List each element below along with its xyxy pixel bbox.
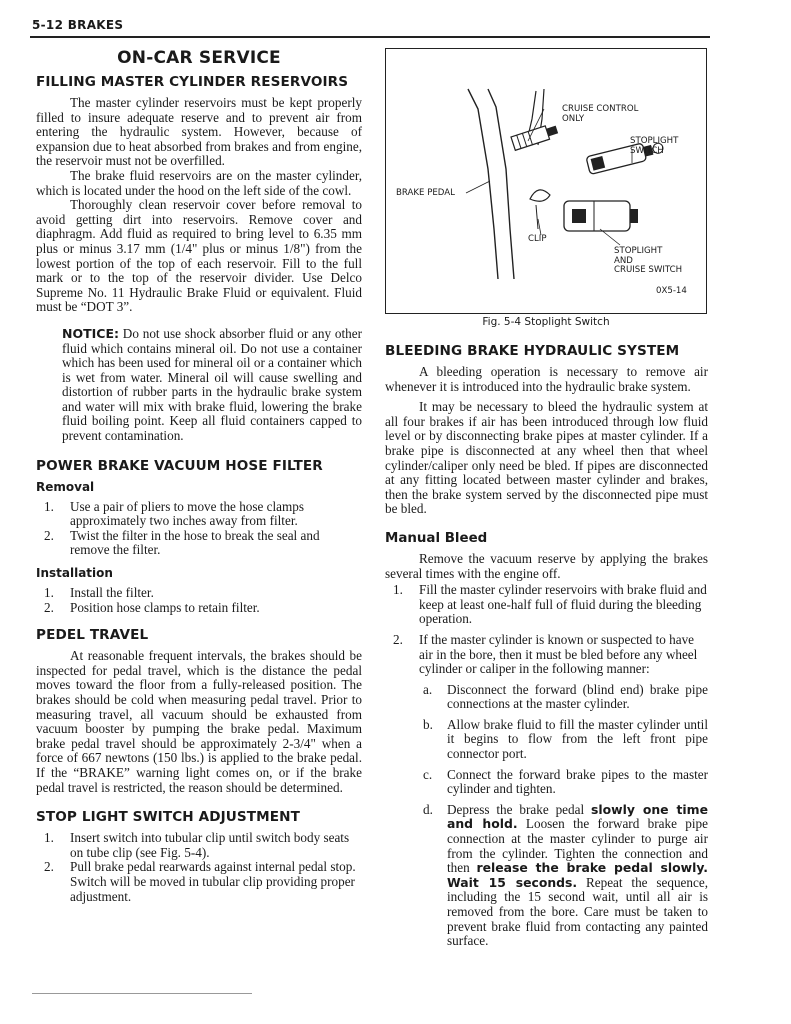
filling-heading: FILLING MASTER CYLINDER RESERVOIRS	[36, 74, 349, 90]
manual-substeps	[385, 683, 708, 949]
left-column	[36, 48, 362, 904]
bleeding-paragraph-1: A bleeding operation is necessary to remove air whenever it is introduced into the hydraulic brake system.	[385, 364, 708, 394]
manual-intro: Remove the vacuum reserve by applying the brakes several times with the engine off.	[385, 550, 708, 581]
header-rule	[30, 36, 710, 38]
list-item: 1. Use a pair of pliers to move the hose clamps approximately two inches away from filter.	[44, 498, 305, 529]
pedal-paragraph: At reasonable frequent intervals, the brakes should be inspected for pedal travel, which is the distance the pedal moves toward the floor from a fully-released position. The brakes should be cold when measuring pedal travel. Prior to measuring travel, all vacuum should be exhausted from vacuum booster by pumping the brake pedal. Maximum brake pedal travel should be approximately 2-3/4" when a force of 667 newtons (150 lbs.) is applied to the brake pedal. If the “BRAKE” warning light comes on, or if the brake pedal travel is restricted, the reason should be determined.	[36, 648, 362, 795]
emphasis-text: release the brake pedal slowly. Wait 15 seconds.	[447, 860, 708, 890]
label-stoplight-switch: STOPLIGHT SWITCH	[630, 136, 679, 156]
page-header-title: BRAKES	[67, 18, 124, 32]
notice-block	[36, 327, 362, 444]
list-item: d. Depress the brake pedal slowly one time and hold. Loosen the forward brake pipe connection at the master cylinder to purge air from the cylinder. Tighten the connection and then release the brake pedal slowly. Wait 15 seconds. Repeat the sequence, including the 15 second wait, until all air is removed from the bore. Care must be taken to prevent brake fluid from contacting any painted surface.	[423, 801, 708, 949]
filling-paragraph-2: The brake fluid reservoirs are on the master cylinder, which is located under the hood on the left side of the cowl.	[36, 167, 362, 198]
footer-rule	[32, 993, 252, 994]
pedal-heading: PEDEL TRAVEL	[36, 627, 149, 644]
list-item: 1. Insert switch into tubular clip until switch body seats on tube clip (see Fig. 5-4).	[44, 830, 350, 860]
list-item: b. Allow brake fluid to fill the master cylinder until it begins to flow from the left front pipe connector port.	[423, 716, 708, 762]
emphasis-text: slowly one time and hold.	[447, 801, 708, 832]
page-header	[32, 18, 123, 32]
notice-label: NOTICE:	[62, 325, 119, 341]
manual-bleed-heading: Manual Bleed	[385, 530, 488, 546]
list-item: 1. Fill the master cylinder reservoirs with brake fluid and keep at least one-half full of fluid during the bleeding operation.	[393, 582, 707, 627]
label-clip: CLIP	[528, 234, 547, 244]
bleeding-heading: BLEEDING BRAKE HYDRAULIC SYSTEM	[385, 343, 680, 359]
stoplight-steps	[36, 831, 362, 904]
stoplight-heading: STOP LIGHT SWITCH ADJUSTMENT	[36, 809, 301, 826]
filter-heading: POWER BRAKE VACUUM HOSE FILTER	[36, 457, 323, 474]
notice-text: Do not use shock absorber fluid or any other fluid which contains mineral oil. Do not use a container which has been used for mineral oil or a container which is wet from water. Mineral oil will cause swelling and distortion of rubber parts in the hydraulic brake system and water will mix with brake fluid, lowering the brake fluid boiling point. Keep all fluid containers capped to prevent contamination.	[62, 325, 363, 444]
removal-steps	[36, 500, 362, 558]
bleeding-paragraph-2: It may be necessary to bleed the hydraulic system at all four brakes if air has been introduced through low fluid level or by disconnecting brake pipes at master cylinder. If a brake pipe is disconnected at any wheel then that wheel cylinder/caliper only need be bled. If pipes are disconnected at any fitting located between master cylinder and brakes, then the brake system served by the disconnected pipe must be bled.	[385, 399, 708, 517]
list-item: 2. Pull brake pedal rearwards against internal pedal stop. Switch will be moved in tubular clip providing proper adjustment.	[44, 859, 356, 904]
installation-steps	[36, 586, 362, 615]
installation-heading: Installation	[36, 566, 113, 581]
main-title: ON-CAR SERVICE	[117, 48, 281, 68]
label-cruise-control: CRUISE CONTROL ONLY	[562, 104, 639, 124]
label-figure-code: 0X5-14	[656, 286, 687, 296]
figure-caption: Fig. 5-4 Stoplight Switch	[482, 316, 610, 328]
filling-paragraph-1: The master cylinder reservoirs must be kept properly filled to insure adequate reserve and to prevent air from entering the hydraulic system. However, because of expansion due to heat absorbed from brakes and from engine, the reservoir must not be overfilled.	[36, 95, 362, 169]
label-brake-pedal: BRAKE PEDAL	[396, 188, 455, 198]
removal-heading: Removal	[36, 479, 95, 494]
figure-stoplight-switch	[385, 48, 707, 314]
label-stoplight-cruise-switch: STOPLIGHT AND CRUISE SWITCH	[614, 246, 683, 276]
list-item: 2. Position hose clamps to retain filter.	[44, 599, 260, 615]
list-item: c. Connect the forward brake pipes to the master cylinder and tighten.	[423, 766, 708, 797]
manual-steps	[385, 583, 708, 677]
right-column	[385, 343, 708, 949]
page-number: 5-12	[32, 18, 64, 32]
list-item: 2. Twist the filter in the hose to break the seal and remove the filter.	[44, 527, 320, 558]
list-item: 1. Install the filter.	[44, 585, 154, 601]
list-item: 2. If the master cylinder is known or suspected to have air in the bore, then it must be bled before any wheel cylinder or caliper in the following manner:	[393, 631, 698, 677]
filling-paragraph-3: Thoroughly clean reservoir cover before removal to avoid getting dirt into reservoirs. Remove cover and diaphragm. Add fluid as required to bring level to 6.35 mm plus or minus 3.17 mm (1/4" plus or minus 1/8") from the lowest portion of the top of each reservoir. Fill to the full mark or to the top of the reservoir divider. Use Delco Supreme No. 11 Hydraulic Brake Fluid or equivalent. Fluid must be “DOT 3”.	[36, 197, 362, 315]
list-item: a. Disconnect the forward (blind end) brake pipe connections at the master cylinder.	[423, 681, 708, 712]
